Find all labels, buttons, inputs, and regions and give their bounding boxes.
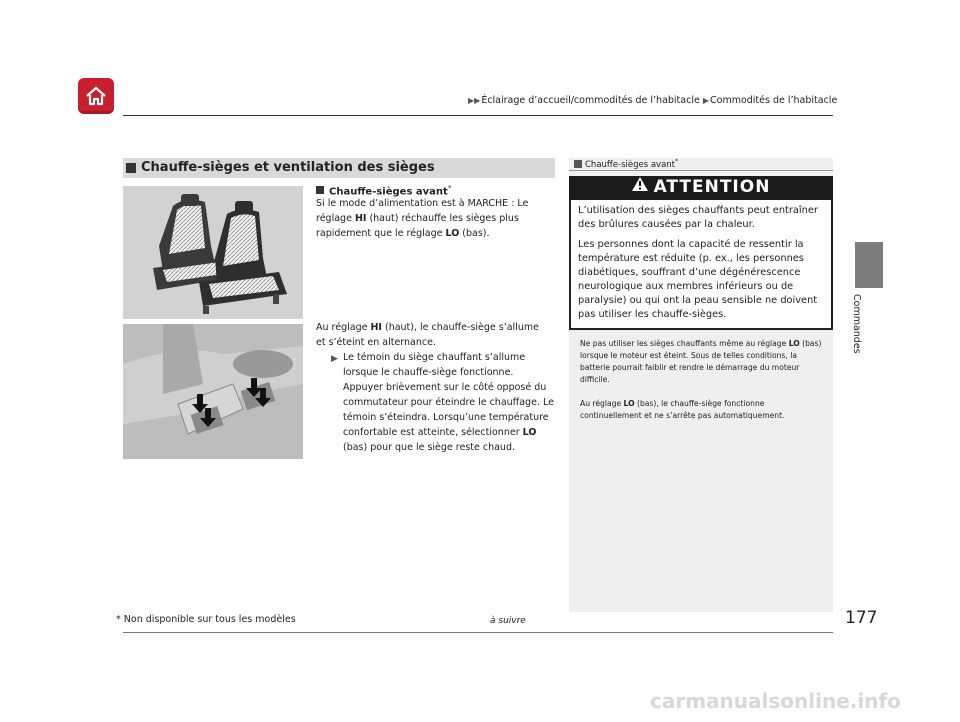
warning-text-1: L’utilisation des sièges chauffants peut entraîner des brûlures causées par la chaleur. <box>578 205 818 230</box>
square-bullet-icon <box>316 186 324 194</box>
warning-text-2: Les personnes dont la capacité de ressentir la température est réduite (p. ex., les personnes diabétiques, souffrant d’une dégénérescence neurologique aux membres inférieurs ou de paralysie) ou qui ont la peau sensible ne doivent pas utiliser les chauffe-sièges. <box>578 239 818 320</box>
section-header <box>123 158 555 178</box>
square-bullet-icon <box>126 163 136 173</box>
paragraph-intro: Si le mode d’alimentation est à MARCHE : Le réglage HI (haut) réchauffe les sièges plus rapidement que le réglage LO (bas). <box>316 198 529 239</box>
note-text-1: Ne pas utiliser les sièges chauffants même au réglage LO (bas) lorsque le moteur est éteint. Sous de telles conditions, la batterie pourrait faiblir et rendre le démarrage du moteur difficile. <box>580 339 822 384</box>
indicator-note: ▶ Le témoin du siège chauffant s’allume lorsque le chauffe-siège fonctionne. Appuyer brièvement sur le côté opposé du commutateur pour éteindre le chauffage. Le témoin s’éteindra. Lorsqu’une température confortable est atteinte, sélectionner LO (bas) pour que le siège reste chaud. <box>331 352 554 453</box>
footer-divider <box>123 632 833 633</box>
heated-seats-illustration <box>123 186 303 319</box>
chapter-label: Commandes <box>851 294 862 354</box>
header-divider <box>123 115 833 116</box>
subheading: Chauffe-sièges avant* <box>316 184 451 197</box>
warning-title: ATTENTION <box>569 177 833 197</box>
home-button[interactable] <box>78 78 114 114</box>
page-number: 177 <box>845 608 878 628</box>
breadcrumb-arrow-icon: ▶ <box>702 96 709 105</box>
notes-heading: Chauffe-sièges avant* <box>574 158 678 170</box>
breadcrumb <box>468 95 837 106</box>
warning-triangle-icon <box>632 176 648 196</box>
seat-heater-switch-illustration <box>123 324 303 459</box>
breadcrumb-link-1[interactable]: Éclairage d’accueil/commodités de l’habitacle <box>481 95 700 106</box>
breadcrumb-arrow-icon: ▶▶ <box>468 96 481 105</box>
paragraph-hi-setting: Au réglage HI (haut), le chauffe-siège s’allume et s’éteint en alternance. <box>316 322 539 348</box>
arrow-bullet-icon: ▶ <box>331 354 338 364</box>
notes-divider <box>569 170 833 171</box>
note-icon <box>574 160 582 168</box>
continued-label: à suivre <box>490 616 526 626</box>
section-title: Chauffe-sièges et ventilation des sièges <box>141 160 435 175</box>
breadcrumb-link-2[interactable]: Commodités de l’habitacle <box>710 95 838 106</box>
availability-mark: * <box>447 184 452 192</box>
chapter-tab[interactable] <box>855 242 883 288</box>
home-icon <box>84 84 108 108</box>
footnote: * Non disponible sur tous les modèles <box>116 614 296 625</box>
watermark: carmanualsonline.info <box>650 689 901 713</box>
note-text-2: Au réglage LO (bas), le chauffe-siège fonctionne continuellement et ne s’arrête pas automatiquement. <box>580 399 785 420</box>
